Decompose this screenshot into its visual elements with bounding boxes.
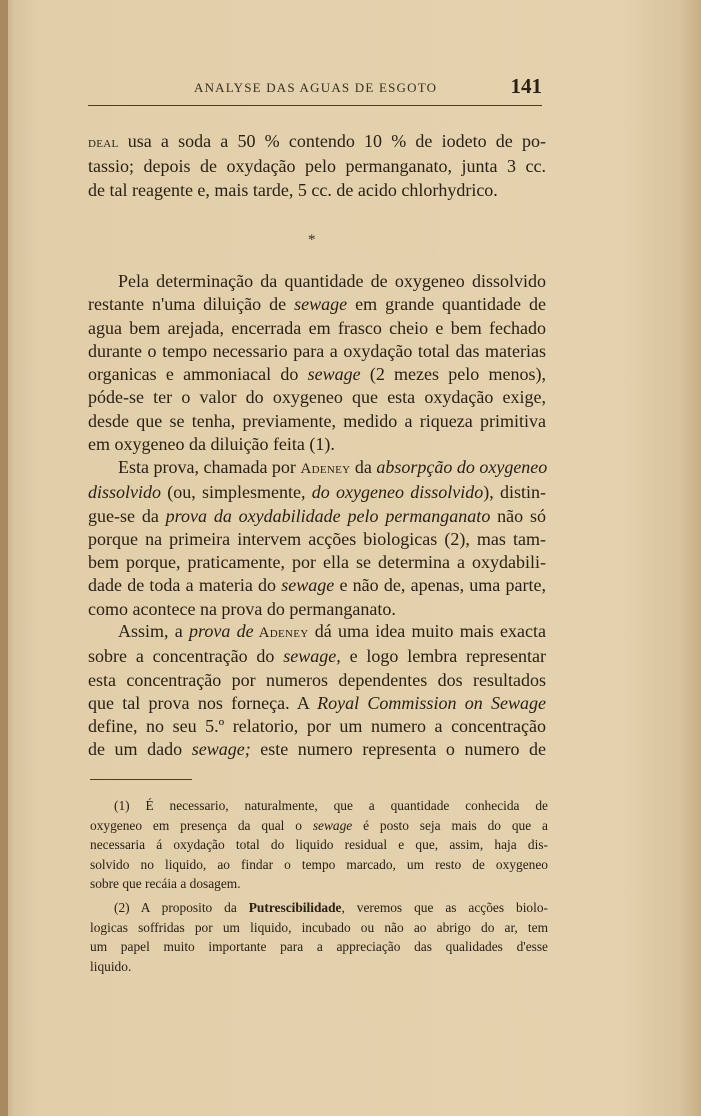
text-line: esta concentração por numeros dependentes dos resultados [88, 669, 546, 690]
text-line: de tal reagente e, mais tarde, 5 cc. de acido chlorhydrico. [88, 179, 498, 200]
footnote-line: necessaria á oxydação total do liquido residual e que, assim, haja dis- [90, 837, 548, 853]
page-header [88, 74, 542, 108]
author-name: deal [88, 135, 119, 151]
text-line: Esta prova, chamada por Adeney da absorpção do oxygeneo [118, 457, 548, 477]
text-line: póde-se ter o valor do oxygeneo que esta oxydação exige, [88, 387, 546, 408]
running-title: ANALYSE DAS AGUAS DE ESGOTO [194, 80, 438, 95]
page-number: 141 [510, 74, 542, 98]
section-separator: * [308, 232, 316, 248]
text-line: porque na primeira intervem acções biologicas (2), mas tam- [88, 528, 546, 549]
text-line: como acontece na prova do permanganato. [88, 598, 396, 619]
footnote-line: oxygeneo em presença da qual o sewage é posto seja mais do que a [90, 817, 548, 833]
footnote-line: logicas soffridas por um liquido, incubado ou não ao abrigo do ar, tem [90, 919, 548, 935]
footnote-rule [90, 779, 192, 781]
paragraph-royal-commission [88, 620, 546, 762]
text-line: deal usa a soda a 50 % contendo 10 % de iodeto de po- [88, 131, 546, 151]
text-line: que tal prova nos forneça. A Royal Commission on Sewage [88, 692, 546, 713]
header-rule [88, 105, 542, 107]
text-line: dade de toda a materia do sewage e não de, apenas, uma parte, [88, 575, 546, 596]
text-line: Pela determinação da quantidade de oxygeneo dissolvido [118, 271, 546, 291]
text-line: agua bem arejada, encerrada em frasco cheio e bem fechado [88, 317, 546, 338]
text-line: Assim, a prova de Adeney dá uma idea muito mais exacta [118, 621, 546, 641]
paragraph-adeney-test [88, 456, 546, 621]
footnote-line: sobre que recáia a dosagem. [90, 876, 241, 892]
text-line: gue-se da prova da oxydabilidade pelo permanganato não só [88, 505, 546, 526]
text-line: sobre a concentração do sewage, e logo lembra representar [88, 646, 546, 667]
paragraph-dissolved-oxygen [88, 270, 546, 456]
text-line: de um dado sewage; este numero representa o numero de [88, 739, 546, 760]
paragraph-continuation [88, 130, 546, 202]
footnote-line: solvido no liquido, ao findar o tempo marcado, um resto de oxygeneo [90, 856, 548, 872]
footnote-line: (1) É necessario, naturalmente, que a quantidade conhecida de [114, 798, 548, 813]
text-line: bem porque, praticamente, por ella se determina a oxydabili- [88, 552, 546, 573]
text-line: restante n'uma diluição de sewage em grande quantidade de [88, 294, 546, 315]
footnote-line: um papel muito importante para a appreciação das qualidades d'esse [90, 939, 548, 955]
text-line: desde que se tenha, previamente, medido a riqueza primitiva [88, 410, 546, 431]
text-line: durante o tempo necessario para a oxydação total das materias [88, 340, 546, 361]
text-line: dissolvido (ou, simplesmente, do oxygeneo dissolvido), distin- [88, 482, 547, 503]
text-line: tassio; depois de oxydação pelo permanganato, junta 3 cc. [88, 156, 546, 177]
footnote-line: (2) A proposito da Putrescibilidade, veremos que as acções biolo- [114, 899, 548, 915]
text-line: organicas e ammoniacal do sewage (2 mezes pelo menos), [88, 364, 547, 385]
page-gutter [0, 0, 8, 1116]
text-line: define, no seu 5.º relatorio, por um numero a concentração [88, 716, 546, 737]
text-line: em oxygeneo da diluição feita (1). [88, 434, 335, 455]
footnotes [90, 796, 548, 976]
footnote-line: liquido. [90, 958, 132, 974]
